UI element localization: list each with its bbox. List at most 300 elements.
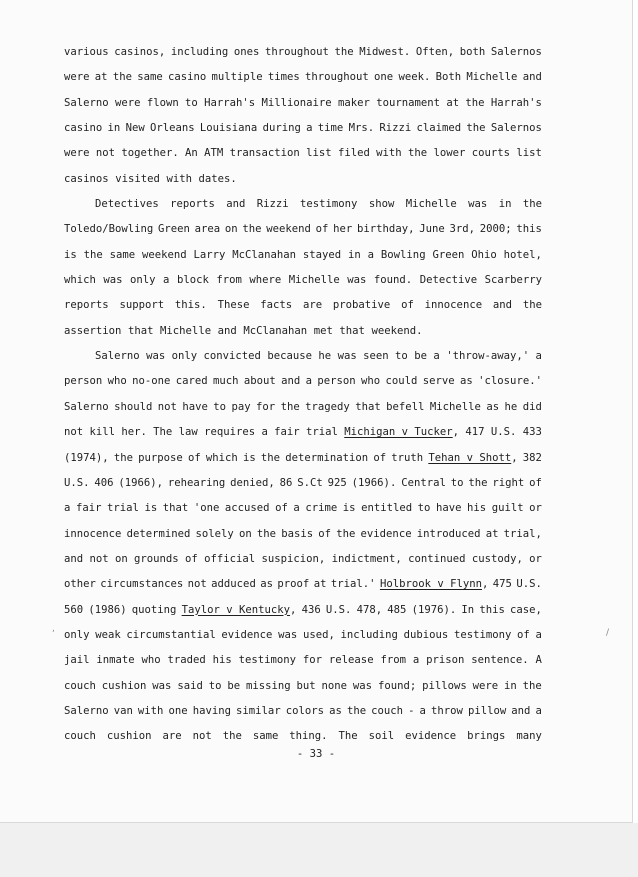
word: S.Ct xyxy=(297,476,323,489)
word: (1974), xyxy=(64,451,109,464)
word: a xyxy=(419,704,426,717)
word: 436 xyxy=(301,603,321,616)
word: 433 xyxy=(522,426,542,439)
word: the xyxy=(465,96,485,109)
word: evidence xyxy=(221,628,273,641)
word: fair xyxy=(274,426,300,439)
word: be xyxy=(227,679,241,692)
word: 'one xyxy=(193,502,220,515)
word: Central xyxy=(401,476,446,489)
word: 475 xyxy=(492,578,512,591)
word: but xyxy=(296,679,316,692)
word: 382 xyxy=(522,451,542,464)
text-line xyxy=(64,648,542,673)
word: to xyxy=(395,350,408,363)
word: evidence xyxy=(360,527,412,540)
word: dubious xyxy=(403,628,449,641)
text-line xyxy=(64,344,542,369)
word: list xyxy=(516,147,542,160)
word: was xyxy=(468,198,488,211)
word: claimed xyxy=(416,122,462,135)
word: dates. xyxy=(198,172,237,185)
word: visited xyxy=(115,172,160,185)
text-line xyxy=(64,217,542,242)
scan-background xyxy=(0,823,638,877)
word: both xyxy=(459,46,486,58)
word: filed xyxy=(337,147,370,160)
margin-mark-left: , xyxy=(52,624,55,634)
word: 406 xyxy=(94,476,114,489)
punctuation: , xyxy=(482,578,489,591)
word: at xyxy=(485,527,499,540)
word: to xyxy=(208,679,222,692)
word: sentence. xyxy=(471,654,529,667)
word: and xyxy=(217,324,237,337)
word: the xyxy=(522,299,542,312)
word: said xyxy=(177,679,203,692)
word: on xyxy=(238,527,252,540)
word: The xyxy=(338,730,358,743)
text-line xyxy=(64,141,542,166)
word: facts xyxy=(260,299,293,312)
word: An xyxy=(185,147,198,160)
word: a xyxy=(293,502,300,515)
word: innocence xyxy=(424,299,483,312)
word: have xyxy=(435,502,462,515)
word: as xyxy=(486,400,500,413)
word: reports xyxy=(64,299,109,312)
word: of xyxy=(275,502,288,515)
word: and xyxy=(511,704,531,717)
word: (1966). xyxy=(351,476,397,489)
word: couch xyxy=(64,679,96,692)
word: of xyxy=(529,476,542,489)
word: pillows xyxy=(422,679,467,692)
word: throughout xyxy=(265,46,329,58)
word: the xyxy=(336,527,356,540)
word: tragedy xyxy=(305,400,350,413)
word: time xyxy=(317,122,344,135)
word: Salernos xyxy=(490,122,542,135)
word: who xyxy=(361,375,381,388)
word: testimony xyxy=(300,198,358,211)
word: the xyxy=(260,451,281,464)
word: weak xyxy=(95,628,121,641)
word: in xyxy=(504,679,517,692)
word: of xyxy=(315,223,329,236)
word: support xyxy=(119,299,165,312)
word: entitled xyxy=(361,502,413,515)
word: with xyxy=(376,147,402,160)
word: Michelle xyxy=(160,324,212,337)
word: only xyxy=(64,628,90,641)
word: inmate xyxy=(96,654,135,667)
text-line xyxy=(64,547,542,572)
word: for xyxy=(256,400,276,413)
word: and xyxy=(522,71,542,84)
text-line xyxy=(64,471,542,496)
word: rehearing xyxy=(167,476,226,489)
word: a xyxy=(367,248,375,261)
word: Millionaire xyxy=(261,96,332,109)
word: Michelle xyxy=(288,274,340,287)
word: could xyxy=(385,375,418,388)
word: he xyxy=(504,400,518,413)
word: missing xyxy=(245,679,291,692)
word: which xyxy=(205,451,238,464)
word: which xyxy=(64,274,96,287)
margin-mark-right: / xyxy=(606,628,610,638)
word: (1966), xyxy=(118,476,164,489)
word: Ohio xyxy=(471,248,497,261)
text-line xyxy=(64,268,542,293)
word: New xyxy=(125,122,145,135)
word: same xyxy=(109,248,136,261)
word: from xyxy=(380,654,406,667)
word: weekend. xyxy=(371,324,423,337)
word: one xyxy=(168,704,188,717)
word: thing. xyxy=(289,730,328,743)
word: casinos, xyxy=(114,46,166,58)
word: on xyxy=(224,223,238,236)
word: area xyxy=(194,223,221,236)
word: cushion xyxy=(101,679,147,692)
word: similar xyxy=(236,704,281,717)
word: A xyxy=(535,654,542,667)
word: Toledo/Bowling xyxy=(64,223,154,236)
word: the xyxy=(83,248,103,261)
word: of xyxy=(373,451,387,464)
word: adduced xyxy=(211,578,256,591)
word: U.S. xyxy=(490,426,517,439)
case-citation: Michigan v Tucker xyxy=(344,426,453,439)
word: was xyxy=(278,628,298,641)
word: hotel, xyxy=(503,248,542,261)
punctuation: , xyxy=(511,451,518,464)
text-line xyxy=(64,724,542,749)
word: including xyxy=(170,46,229,58)
word: of xyxy=(401,299,414,312)
word: 2000; xyxy=(479,223,512,236)
word: that xyxy=(127,324,154,337)
word: truth xyxy=(391,451,424,464)
word: brings xyxy=(467,730,506,743)
word: Green xyxy=(158,223,190,236)
word: the xyxy=(112,71,132,84)
word: this. xyxy=(174,299,207,312)
word: a xyxy=(433,350,440,363)
word: circumstantial xyxy=(126,628,216,641)
word: fair xyxy=(75,502,102,515)
word: Louisiana xyxy=(199,122,258,135)
word: is xyxy=(64,248,77,261)
word: Detective xyxy=(419,274,478,287)
word: basis xyxy=(281,527,314,540)
text-line xyxy=(64,167,542,192)
word: Salerno xyxy=(64,96,109,109)
word: In xyxy=(461,603,475,616)
word: did xyxy=(522,400,542,413)
word: Midwest. xyxy=(359,46,411,58)
word: who xyxy=(141,654,161,667)
word: casinos xyxy=(64,172,109,185)
word: same xyxy=(137,71,163,84)
word: 86 xyxy=(279,476,293,489)
word: to xyxy=(185,96,198,109)
word: are xyxy=(162,730,182,743)
word: the xyxy=(256,527,277,540)
word: not xyxy=(192,730,212,743)
word: Michelle xyxy=(405,198,457,211)
word: is xyxy=(144,502,158,515)
word: a xyxy=(535,704,542,717)
word: trial.' xyxy=(330,578,376,591)
word: not xyxy=(89,552,109,565)
word: various xyxy=(64,46,109,58)
word: indictment, xyxy=(331,552,402,565)
word: much xyxy=(213,375,239,388)
word: is xyxy=(342,502,356,515)
text-line xyxy=(64,243,542,268)
word: Michelle xyxy=(429,400,481,413)
text-line xyxy=(64,522,542,547)
word: the xyxy=(408,147,428,160)
word: testimony xyxy=(238,654,297,667)
word: from xyxy=(216,274,242,287)
word: a xyxy=(163,274,170,287)
word: be xyxy=(414,350,427,363)
word: couch xyxy=(64,730,96,743)
word: Often, xyxy=(415,46,455,58)
word: because xyxy=(267,350,312,363)
word: his xyxy=(212,654,232,667)
word: the xyxy=(222,730,242,743)
word: official xyxy=(204,552,256,565)
word: of xyxy=(187,451,201,464)
word: 478, xyxy=(356,603,383,616)
word: Harrah's xyxy=(204,96,256,109)
word: 'closure.' xyxy=(478,375,542,388)
word: accused xyxy=(224,502,270,515)
word: was xyxy=(103,274,123,287)
word: trial, xyxy=(503,527,542,540)
word: U.S. xyxy=(325,603,352,616)
word: together. xyxy=(121,147,179,160)
word: law xyxy=(178,426,198,439)
word: reports xyxy=(170,198,215,211)
word: was xyxy=(146,350,166,363)
word: McClanahan xyxy=(243,324,308,337)
word: during xyxy=(262,122,301,135)
word: seen xyxy=(363,350,389,363)
word: multiple xyxy=(211,71,263,84)
word: on xyxy=(114,552,128,565)
word: at xyxy=(446,96,460,109)
word: convicted xyxy=(203,350,261,363)
word: and xyxy=(281,375,301,388)
word: pay xyxy=(231,400,251,413)
word: was xyxy=(352,679,373,692)
word: birthday, xyxy=(357,223,415,236)
word: were xyxy=(64,71,90,84)
word: grounds xyxy=(134,552,179,565)
text-line xyxy=(64,395,542,420)
word: casino xyxy=(64,122,103,135)
word: Michelle xyxy=(466,71,518,84)
word: having xyxy=(192,704,231,717)
word: not xyxy=(64,426,84,439)
page-number: - 33 - xyxy=(296,748,336,760)
citation-group xyxy=(182,598,297,623)
word: trial xyxy=(306,426,338,439)
word: were xyxy=(472,679,499,692)
word: week. xyxy=(398,71,431,84)
text-line xyxy=(64,674,542,699)
word: Bowling xyxy=(380,248,426,261)
word: 417 xyxy=(465,426,485,439)
word: maker xyxy=(338,96,370,109)
word: a xyxy=(261,426,268,439)
word: tournament xyxy=(376,96,440,109)
word: testimony xyxy=(453,628,512,641)
word: was xyxy=(337,350,357,363)
word: befell xyxy=(386,400,425,413)
word: show xyxy=(368,198,395,211)
word: transaction xyxy=(229,147,300,160)
word: Detectives xyxy=(95,198,159,211)
word: the xyxy=(334,46,354,58)
word: right xyxy=(492,476,525,489)
word: circumstances xyxy=(100,578,184,591)
word: U.S. xyxy=(64,476,90,489)
word: denied, xyxy=(230,476,275,489)
word: Rizzi xyxy=(256,198,289,211)
word: and xyxy=(226,198,246,211)
word: 925 xyxy=(327,476,347,489)
word: should xyxy=(114,400,153,413)
word: the xyxy=(242,223,262,236)
word: her. xyxy=(121,426,147,439)
word: prison xyxy=(426,654,465,667)
word: that xyxy=(355,400,381,413)
word: or xyxy=(529,502,542,515)
word: probative xyxy=(332,299,391,312)
word: where xyxy=(249,274,282,287)
word: used, xyxy=(302,628,335,641)
word: in xyxy=(348,248,361,261)
word: a xyxy=(306,122,313,135)
word: as xyxy=(260,578,273,591)
word: no-one xyxy=(132,375,171,388)
word: McClanahan xyxy=(232,248,297,261)
word: evidence xyxy=(405,730,457,743)
citation-group xyxy=(344,420,459,445)
word: person xyxy=(317,375,356,388)
word: custody, xyxy=(471,552,523,565)
word: Salerno xyxy=(64,400,109,413)
word: was xyxy=(347,274,367,287)
word: determination xyxy=(285,451,369,464)
word: at xyxy=(94,71,108,84)
word: for xyxy=(302,654,323,667)
word: is xyxy=(242,451,256,464)
word: same xyxy=(252,730,279,743)
word: kill xyxy=(89,426,115,439)
word: proof xyxy=(277,578,310,591)
word: the xyxy=(113,451,133,464)
word: the xyxy=(346,704,367,717)
word: block xyxy=(176,274,209,287)
word: not xyxy=(95,147,115,160)
text-line xyxy=(64,40,542,65)
word: 3rd, xyxy=(449,223,475,236)
word: traded xyxy=(167,654,206,667)
case-citation: Taylor v Kentucky xyxy=(181,603,291,616)
word: he xyxy=(318,350,332,363)
text-line xyxy=(64,420,542,445)
word: continued xyxy=(408,552,466,565)
word: Salernos xyxy=(490,46,542,58)
word: These xyxy=(217,299,250,312)
word: of xyxy=(318,527,332,540)
text-line xyxy=(64,369,542,394)
word: the xyxy=(522,198,542,211)
text-line xyxy=(64,192,542,217)
word: and xyxy=(64,552,84,565)
word: pillow xyxy=(467,704,507,717)
word: throughout xyxy=(305,71,369,84)
body-text xyxy=(64,40,542,750)
text-line xyxy=(64,446,542,471)
word: or xyxy=(529,552,542,565)
word: not xyxy=(157,400,177,413)
word: the xyxy=(280,400,300,413)
word: Green xyxy=(432,248,465,261)
word: crime xyxy=(305,502,338,515)
word: throw xyxy=(431,704,463,717)
word: soil xyxy=(368,730,395,743)
word: a xyxy=(305,375,313,388)
word: introduced xyxy=(416,527,481,540)
text-line xyxy=(64,699,542,724)
word: stayed xyxy=(302,248,342,261)
word: the xyxy=(522,679,542,692)
word: release xyxy=(328,654,374,667)
word: serve xyxy=(422,375,455,388)
word: this xyxy=(516,223,542,236)
word: ones xyxy=(233,46,260,58)
word: a xyxy=(535,350,542,363)
word: Larry xyxy=(193,248,226,261)
word: Salerno xyxy=(95,350,140,363)
word: found; xyxy=(377,679,417,692)
word: person xyxy=(64,375,103,388)
text-line xyxy=(64,293,542,318)
word: the xyxy=(468,476,488,489)
word: many xyxy=(516,730,542,743)
word: none xyxy=(321,679,348,692)
word: of xyxy=(517,628,530,641)
word: in xyxy=(498,198,512,211)
word: innocence xyxy=(64,527,122,540)
word: Salerno xyxy=(64,704,109,717)
word: to xyxy=(450,476,464,489)
word: a xyxy=(64,502,71,515)
word: her xyxy=(333,223,353,236)
word: found. xyxy=(373,274,413,287)
word: Both xyxy=(435,71,462,84)
text-line xyxy=(64,65,542,90)
